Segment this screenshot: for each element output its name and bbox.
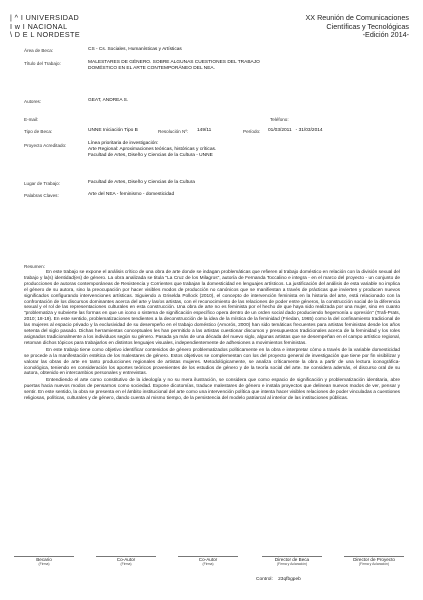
signature-role: Director de Beca: [274, 557, 310, 562]
resolucion-label: Resolución Nº:: [158, 129, 189, 134]
titulo-value: MALESTARES DE GÉNERO. SOBRE ALGUNAS CUESTIONES DEL TRABAJO DOMÉSTICO EN EL ARTE CONTEMPORÁNEO DEL NEA.: [88, 60, 260, 71]
signature-director-proyecto: [344, 556, 404, 566]
university-line-1: | ^ I UNIVERSIDAD: [10, 13, 80, 22]
area-value: CS - Cs. Sociales, Humanísticas y Artísticas: [88, 47, 182, 52]
area-label: Área de Beca:: [24, 48, 54, 53]
signature-role: Becario: [36, 557, 52, 562]
university-line-2: I w I NACIONAL: [10, 21, 68, 31]
resolucion-value: 149/11: [197, 128, 212, 133]
university-logo-text: [10, 14, 80, 40]
signature-note: (Firma): [120, 562, 132, 566]
proyecto-label: Proyecto Acreditado:: [24, 143, 67, 148]
lugar-value: Facultad de Artes, Diseño y Ciencias de la Cultura: [88, 180, 195, 185]
autores-label: Autores:: [24, 99, 42, 104]
control-label: Control:: [256, 577, 273, 582]
tipo-beca-label: Tipo de Beca:: [24, 129, 53, 134]
palabras-label: Palabras Claves:: [24, 193, 59, 198]
tipo-beca-value: UNNE Iniciación Tipo B: [88, 128, 138, 133]
resumen-paragraph-1: En este trabajo se expone el análisis crítico de una obra de arte donde se indagan problemáticas que refieren al trabajo doméstico en relación con la división sexual del trabajo y la(s) identidad(es) de género. La obra analizada se titula "La Cruz de los Milagros", autoría de Fernanda Toccalino e integra - en el marco del proyecto - un conjunto de producciones de autoras contemporáneas de Resistencia y Corrientes que trabajan la domesticidad en lenguajes artísticos. La justificación del análisis de esta variable no implica el género de su autora, sino la preocupación por hacer visibles modos de producción no canónicos que se manifiestan a través de prácticas que invierten y producen nuevos significados configurando intervenciones artísticas. Siguiendo a Griselda Pollock (2010), el concepto de intervención feminista en la historia del arte, está relacionado con la confrontación de los discursos dominantes acerca del arte y las/os artistas, con el reconocimiento de las relaciones de poder entre géneros, la construcción social de la diferencia sexual y el rol de las representaciones culturales en esta construcción. Una obra de arte no es feminista por el hecho de que haya sido realizada por una mujer, sino en cuanto "problematiza y subvierte las formas en que un icono o sistema de significación específico opera dentro de un orden social dado produciendo hegemonía u opresión" (Trafi-Prats, 2010; 18-19). En este sentido, problematizaciones tendientes a la deconstrucción de la idea de la mística de la feminidad (Friedan, 1965) como la del confinamiento tradicional de las mujeres al espacio privado y la exclusividad de su desempeño en el trabajo doméstico (Amorós, 2000) han sido temáticas frecuentes para artistas feministas desde los años setenta del siglo pasado. Dichas herramientas conceptuales les han permitido a las artistas cuestionar discursos y presupuestos tradicionales acerca de la feminidad y los roles asignados tradicionalmente a los individuos según su género. Pasada ya más de una década del nuevo siglo, algunas artistas que se desempeñan en el campo artístico regional, retoman dichos tópicos para trabajarlos en distintos lenguajes visuales, independientemente de adhesiones a movimientos feministas.: [24, 270, 400, 346]
resumen-label: Resumen:: [24, 264, 45, 269]
control-value: 23qfbgpeb: [278, 577, 301, 582]
proyecto-line-1: Línea prioritaria de investigación:: [88, 141, 159, 146]
university-line-3: \ D E L NORDESTE: [10, 30, 81, 40]
signature-coautor-1: [96, 556, 156, 566]
proyecto-line-3: Facultad de Artes, Diseño y Ciencias de la Cultura - UNNE: [88, 153, 213, 158]
control-code: [256, 577, 301, 582]
signature-becario: [14, 556, 74, 566]
periodo-label: Período:: [243, 129, 261, 134]
resumen-paragraph-2: En este trabajo tiene como objetivo identificar contenidos de género problematizados políticamente en la obra e interpretar cómo a través de la variable domesticidad se procede a la manifestación estética de los malestares de género. Estos objetivos se complementan con los del proyecto general de investigación que tiene por fin visibilizar y valorar las obras de arte en tanto producciones regionales de artistas mujeres. Metodológicamente, se analiza críticamente la obra a partir de una lectura iconográfica-iconológica, teniendo en consideración los aportes teóricos provenientes de los estudios de género y de la teoría social del arte. Se considera además, el discurso oral de su autora, obtenido en intercambios personales y entrevistas.: [24, 347, 400, 377]
signature-role: Co-Autor: [116, 557, 136, 562]
signature-role: Co-Autor: [198, 557, 218, 562]
event-title: [219, 14, 409, 40]
proyecto-value: [88, 141, 216, 159]
signature-note: (Firma y Aclaración): [358, 562, 390, 566]
signature-director-beca: [262, 556, 322, 566]
palabras-value: Arte del NEA - feminismo - domesticidad: [88, 192, 175, 197]
signature-note: (Firma y Aclaración): [276, 562, 308, 566]
email-label: E-mail:: [24, 117, 39, 122]
proyecto-line-2: Arte Regional: Aproximaciones teóricas, históricas y críticas.: [88, 147, 217, 152]
event-line-1: XX Reunión de Comunicaciones: [305, 13, 409, 22]
periodo-value: 01/03/2011 - 31/03/2014: [268, 128, 323, 133]
autores-value: GEAT, ANDREA S.: [88, 98, 129, 103]
signature-note: (Firma): [202, 562, 214, 566]
event-line-3: -Edición 2014-: [362, 30, 409, 40]
signature-coautor-2: [178, 556, 238, 566]
resumen-paragraph-3: Entendiendo el arte como constitutivo de la ideología y no su mera ilustración, se considera que como espacio de significación y problematización identitaria, abre puertas hacia nuevos modos de pensarnos como sociedad. Expone dicotomías, traduce malestares de género e instala proyectos que delinean nuevos modos de ver, pensar y sentir. En este sentido, la obra se presenta en el ámbito institucional del arte como una intervención política que intenta hacer visibles relaciones de poder vinculadas a cuestiones religiosas, políticas, culturales y de género, dando cuenta al mismo tiempo, de la persistencia del modelo patriarcal al interior de las instituciones públicas.: [24, 378, 400, 402]
resumen-body: [24, 270, 400, 403]
signature-role: Director de Proyecto: [353, 557, 395, 562]
telefono-label: Teléfono:: [270, 117, 289, 122]
titulo-label: Título del Trabajo:: [24, 61, 61, 66]
event-line-2: Científicas y Tecnológicas: [326, 21, 409, 31]
signature-note: (Firma): [38, 562, 50, 566]
lugar-label: Lugar de Trabajo:: [24, 181, 61, 186]
